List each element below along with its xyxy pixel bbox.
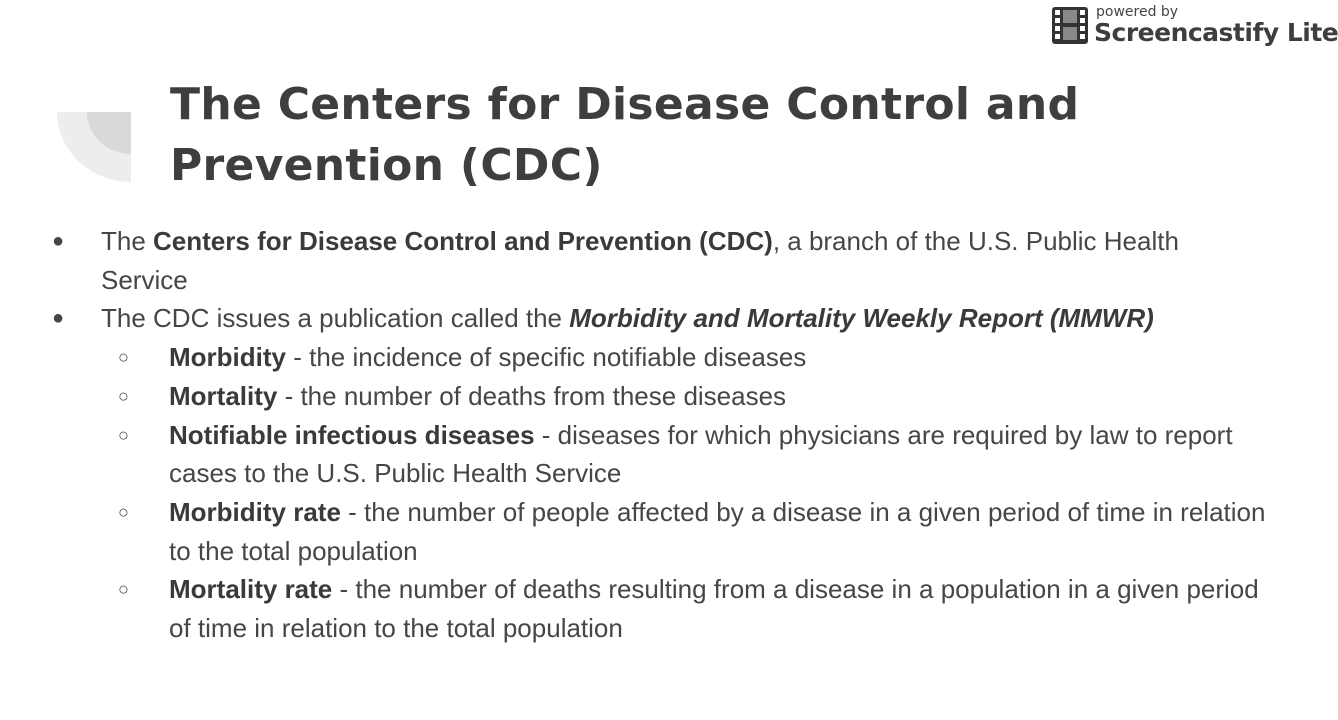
sub-bullet-circle: ○ bbox=[118, 385, 129, 406]
sub-bullet-term: Morbidity rate bbox=[169, 496, 341, 527]
screencastify-watermark bbox=[1052, 4, 1338, 48]
sub-bullet-term: Notifiable infectious diseases bbox=[169, 419, 535, 450]
bullet-text-publication: Morbidity and Mortality Weekly Report (MMWR) bbox=[569, 303, 1154, 334]
sub-bullet-mortality-rate bbox=[0, 570, 1269, 647]
bullet-list bbox=[0, 222, 1280, 648]
sub-bullet-circle: ○ bbox=[118, 579, 129, 600]
sub-bullet-morbidity-rate bbox=[0, 493, 1269, 570]
sub-bullet-term: Mortality bbox=[169, 380, 278, 411]
bullet-text-prefix: The CDC issues a publication called the bbox=[101, 303, 570, 334]
sub-bullet-morbidity bbox=[0, 338, 1269, 377]
bullet-dot: ● bbox=[52, 230, 65, 252]
bullet-dot: ● bbox=[52, 307, 65, 330]
sub-bullet-term: Mortality rate bbox=[169, 574, 333, 605]
watermark-powered-by: powered by bbox=[1096, 4, 1179, 20]
slide-title: The Centers for Disease Control and Prevention (CDC) bbox=[170, 79, 1080, 191]
sub-bullet-mortality bbox=[0, 377, 1269, 416]
sub-bullet-circle: ○ bbox=[118, 347, 129, 368]
sub-bullet-circle: ○ bbox=[118, 424, 129, 445]
sub-bullet-definition: - the number of deaths from these diseases bbox=[277, 380, 787, 411]
corner-decoration bbox=[57, 112, 131, 182]
sub-bullet-definition: - the incidence of specific notifiable diseases bbox=[286, 342, 807, 373]
watermark-brand: Screencastify Lite bbox=[1094, 18, 1338, 47]
bullet-item-cdc bbox=[0, 222, 1231, 299]
sub-bullet-definition: - the number of deaths resulting from a disease in a population in a given period of time in relation to the total population bbox=[169, 574, 1259, 644]
bullet-item-mmwr bbox=[0, 299, 1231, 338]
bullet-text-bold: Centers for Disease Control and Prevention (CDC) bbox=[153, 226, 773, 256]
sub-bullet-circle: ○ bbox=[118, 501, 129, 522]
sub-bullet-notifiable-diseases bbox=[0, 416, 1269, 493]
sub-bullet-definition: - diseases for which physicians are required by law to report cases to the U.S. Public Health Service bbox=[169, 419, 1233, 489]
film-strip-icon bbox=[1052, 7, 1088, 44]
sub-bullet-definition: - the number of people affected by a disease in a given period of time in relation to the total population bbox=[169, 496, 1266, 566]
bullet-text-suffix: , a branch of the U.S. Public Health Service bbox=[101, 226, 1179, 295]
sub-bullet-term: Morbidity bbox=[169, 342, 286, 373]
bullet-text-prefix: The bbox=[101, 226, 154, 256]
